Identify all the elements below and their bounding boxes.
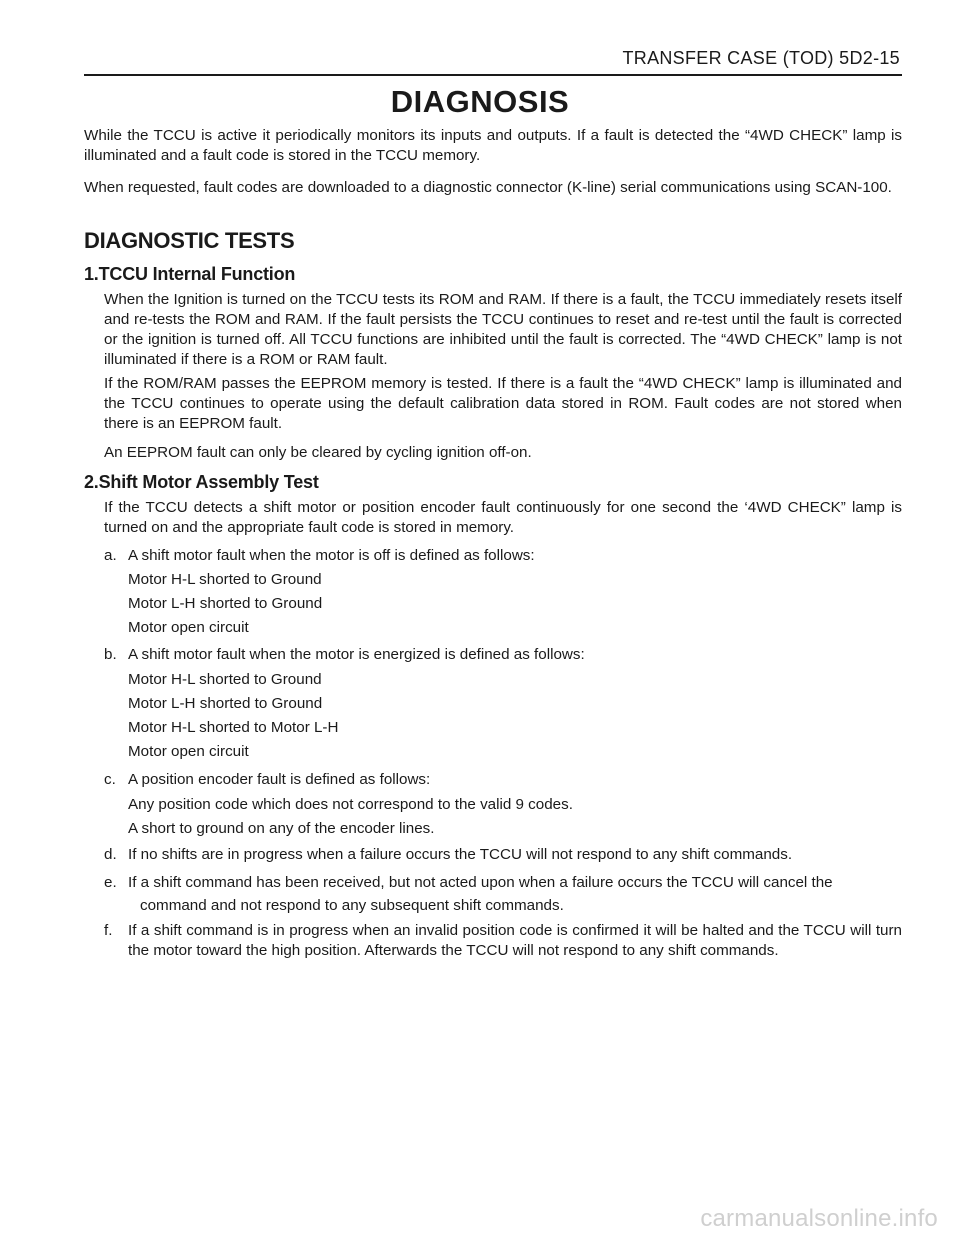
sub-item: Motor open circuit — [128, 619, 249, 636]
page-title: DIAGNOSIS — [390, 84, 570, 119]
list-item-a: A shift motor fault when the motor is off is defined as follows: — [128, 547, 535, 564]
list-marker-e: e. — [104, 874, 117, 891]
list-marker-c: c. — [104, 771, 116, 788]
sub-item: Motor open circuit — [128, 743, 249, 760]
section-2-intro: If the TCCU detects a shift motor or position encoder fault continuously for one second the ‘4WD CHECK” lamp is turned on and the appropriate fault code is stored in memory. — [104, 499, 902, 536]
list-item-e-continued: command and not respond to any subsequent shift commands. — [140, 897, 564, 914]
section-title: DIAGNOSTIC TESTS — [84, 228, 295, 253]
intro-paragraph-1: While the TCCU is active it periodically monitors its inputs and outputs. If a fault is detected the “4WD CHECK” lamp is illuminated and a fault code is stored in the TCCU memory. — [84, 127, 902, 164]
sub-item: Any position code which does not correspond to the valid 9 codes. — [128, 796, 573, 813]
list-marker-f: f. — [104, 922, 113, 939]
sub-item: A short to ground on any of the encoder lines. — [128, 820, 435, 837]
header-title: TRANSFER CASE (TOD) 5D2-15 — [622, 48, 900, 68]
list-item-e: If a shift command has been received, but not acted upon when a failure occurs the TCCU will cancel the — [128, 874, 833, 891]
section-1-paragraph-1: When the Ignition is turned on the TCCU tests its ROM and RAM. If there is a fault, the TCCU immediately resets itself and re-tests the ROM and RAM. If the fault persists the TCCU continues to reset and re-test until the fault is corrected or the ignition is turned off. All TCCU functions are inhibited until the fault is corrected. The “4WD CHECK” lamp is not illuminated if there is a ROM or RAM fault. — [104, 291, 902, 368]
sub-item: Motor H-L shorted to Ground — [128, 571, 322, 588]
section-1-paragraph-3: An EEPROM fault can only be cleared by cycling ignition off-on. — [104, 444, 532, 461]
list-marker-a: a. — [104, 547, 117, 564]
watermark-text: carmanualsonline.info — [700, 1205, 938, 1232]
sub-item: Motor L-H shorted to Ground — [128, 695, 323, 712]
list-item-f: If a shift command is in progress when an invalid position code is confirmed it will be halted and the TCCU will turn the motor toward the high position. Afterwards the TCCU will not respond to any shift commands. — [128, 922, 902, 959]
section-1-paragraph-2: If the ROM/RAM passes the EEPROM memory is tested. If there is a fault the “4WD CHECK” lamp is illuminated and the TCCU continues to operate using the default calibration data stored in ROM. Fault codes are not stored when there is an EEPROM fault. — [104, 375, 902, 432]
section-2-heading: 2.Shift Motor Assembly Test — [84, 472, 319, 492]
list-marker-d: d. — [104, 846, 117, 863]
sub-item: Motor L-H shorted to Ground — [128, 595, 323, 612]
list-item-c: A position encoder fault is defined as follows: — [128, 771, 431, 788]
list-item-b: A shift motor fault when the motor is energized is defined as follows: — [128, 646, 585, 663]
page-header — [84, 48, 902, 76]
list-item-d: If no shifts are in progress when a failure occurs the TCCU will not respond to any shift commands. — [128, 846, 793, 863]
intro-paragraph-2: When requested, fault codes are downloaded to a diagnostic connector (K-line) serial communications using SCAN-100. — [84, 179, 892, 196]
sub-item: Motor H-L shorted to Ground — [128, 671, 322, 688]
list-marker-b: b. — [104, 646, 117, 663]
sub-item: Motor H-L shorted to Motor L-H — [128, 719, 339, 736]
section-1-heading: 1.TCCU Internal Function — [84, 264, 296, 284]
